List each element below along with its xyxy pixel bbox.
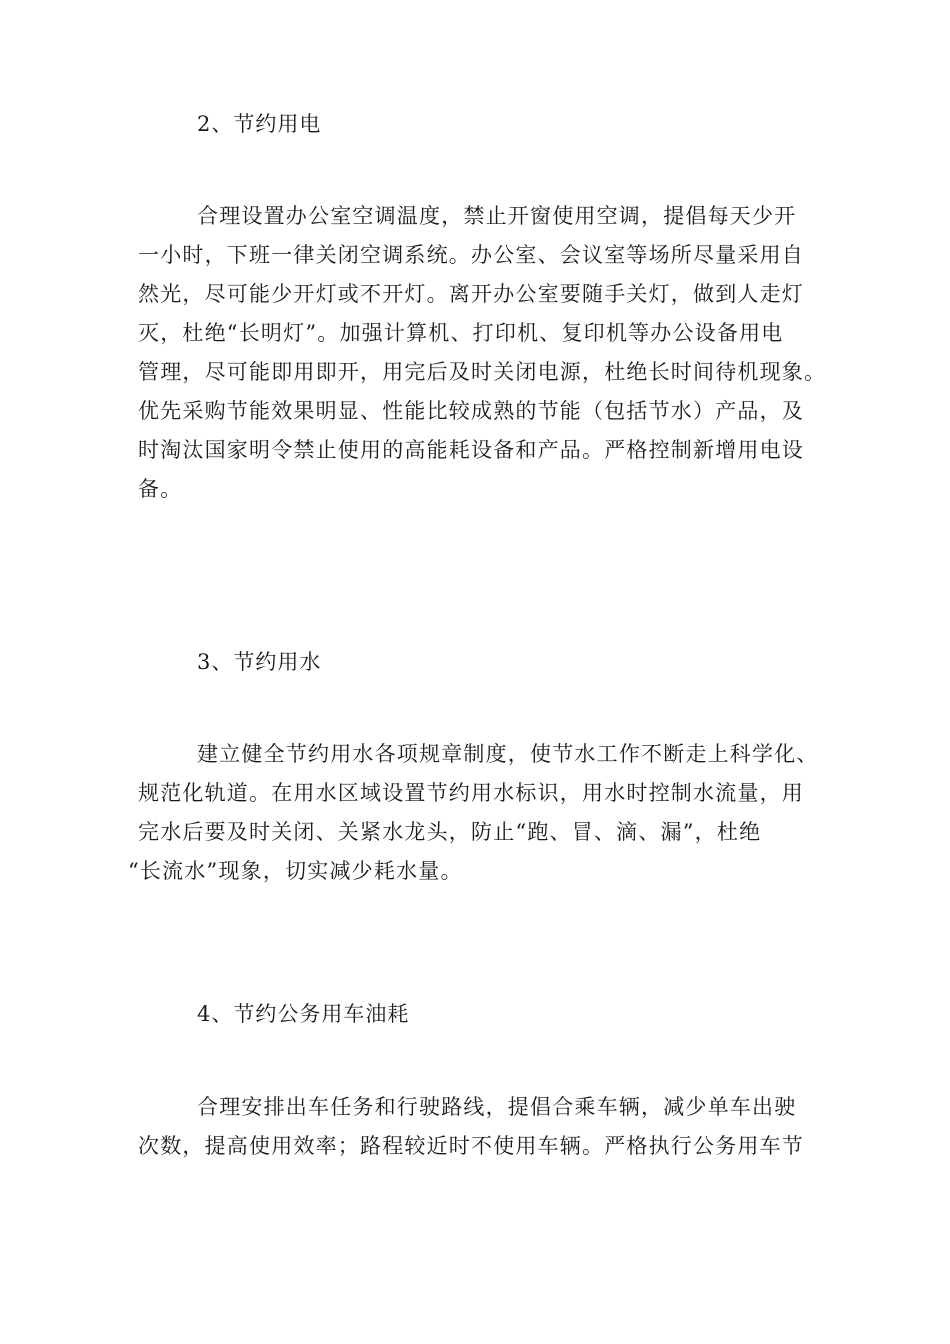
- paragraph-line: 然光，尽可能少开灯或不开灯。离开办公室要随手关灯，做到人走灯: [138, 282, 804, 306]
- paragraph-line: 时淘汰国家明令禁止使用的高能耗设备和产品。严格控制新增用电设: [138, 438, 804, 462]
- paragraph-line: 合理设置办公室空调温度，禁止开窗使用空调，提倡每天少开: [197, 204, 797, 228]
- paragraph-line: 合理安排出车任务和行驶路线，提倡合乘车辆，减少单车出驶: [197, 1095, 797, 1119]
- section-heading-electricity: 2、节约用电: [197, 112, 322, 136]
- section-heading-vehicle-fuel: 4、节约公务用车油耗: [197, 1002, 410, 1026]
- paragraph-line: 次数，提高使用效率；路程较近时不使用车辆。严格执行公务用车节: [138, 1134, 804, 1158]
- paragraph-line: “长流水”现象，切实减少耗水量。: [128, 859, 463, 883]
- paragraph-line: 一小时，下班一律关闭空调系统。办公室、会议室等场所尽量采用自: [138, 243, 804, 267]
- paragraph-electricity: [138, 197, 838, 509]
- paragraph-line: 建立健全节约用水各项规章制度，使节水工作不断走上科学化、: [197, 742, 819, 766]
- paragraph-water: [128, 735, 838, 891]
- paragraph-line: 灭，杜绝“长明灯”。加强计算机、打印机、复印机等办公设备用电: [138, 321, 784, 345]
- paragraph-line: 规范化轨道。在用水区域设置节约用水标识，用水时控制水流量，用: [138, 781, 804, 805]
- paragraph-line: 优先采购节能效果明显、性能比较成熟的节能（包括节水）产品，及: [138, 399, 804, 423]
- paragraph-line: 完水后要及时关闭、关紧水龙头，防止“跑、冒、滴、漏”，杜绝: [138, 820, 762, 844]
- paragraph-vehicle-fuel: [138, 1088, 838, 1166]
- section-heading-water: 3、节约用水: [197, 650, 322, 674]
- paragraph-line: 备。: [138, 477, 183, 501]
- paragraph-line: 管理，尽可能即用即开，用完后及时关闭电源，杜绝长时间待机现象。: [138, 360, 827, 384]
